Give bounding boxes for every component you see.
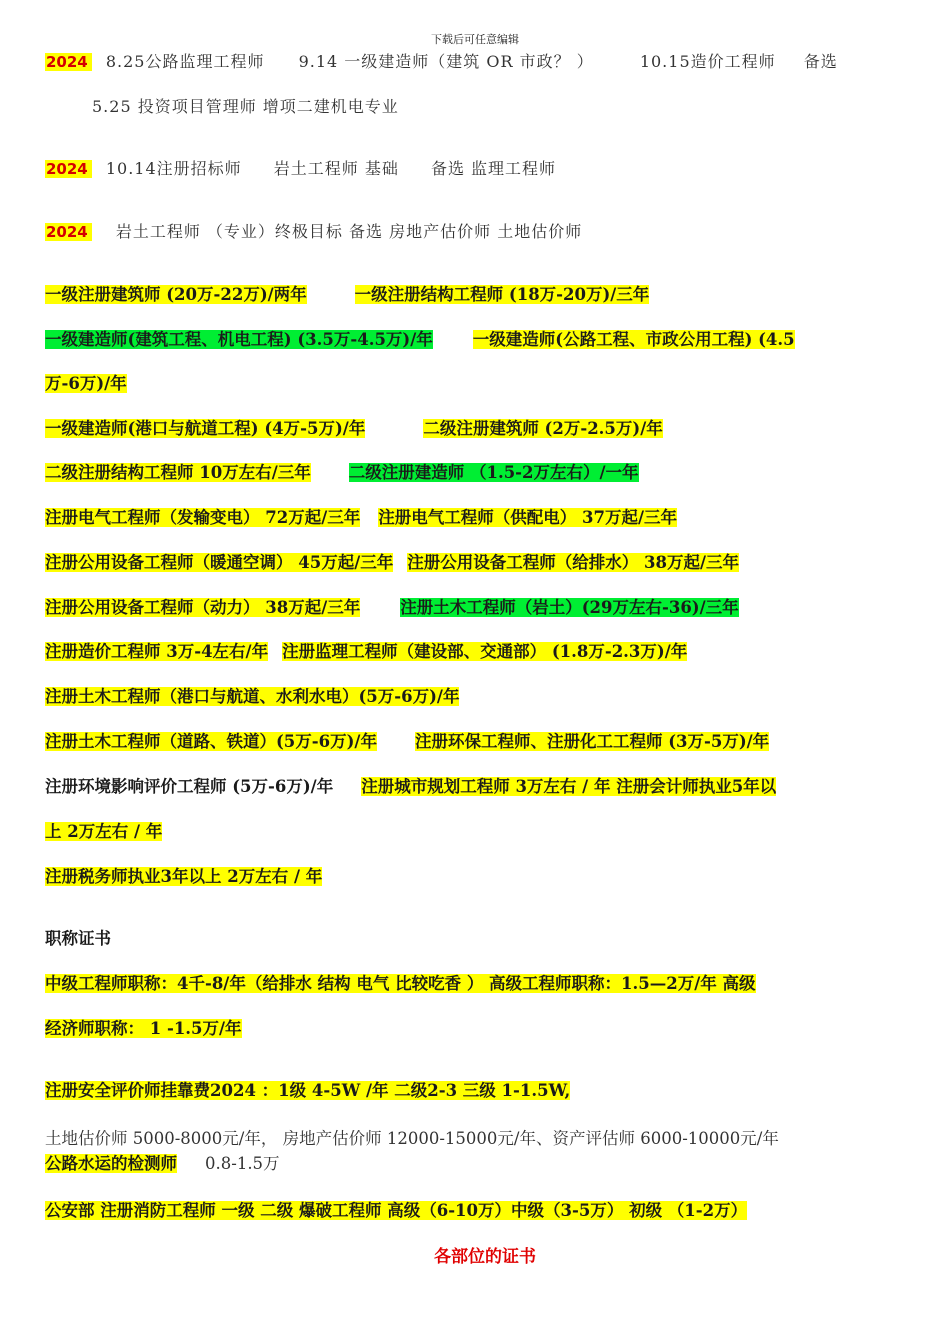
cert-item: 二级注册结构工程师 10万左右/三年 bbox=[45, 463, 311, 482]
cert-line-9 bbox=[45, 686, 459, 708]
safety-item: 注册安全评价师挂靠费2024 ：1级 4-5W /年 二级2-3 三级 1-1.5W, bbox=[45, 1081, 571, 1100]
cert-line-6 bbox=[45, 552, 739, 574]
cert-line-1 bbox=[45, 284, 649, 306]
plan-item: 8.25公路监理工程师 bbox=[105, 52, 265, 71]
valuers-line: 土地估价师 5000-8000元/年， 房地产估价师 12000-15000元/年、资产评估师 6000-10000元/年 bbox=[45, 1129, 779, 1148]
cert-item: 万-6万)/年 bbox=[45, 374, 127, 393]
road-label: 公路水运的检测师 bbox=[45, 1154, 177, 1173]
cert-item: 注册电气工程师（发输变电） 72万起/三年 bbox=[45, 508, 361, 527]
plan-item: 备选 bbox=[803, 52, 838, 71]
cert-item: 注册公用设备工程师（动力） 38万起/三年 bbox=[45, 598, 361, 617]
cert-item: 二级注册建筑师 (2万-2.5万)/年 bbox=[423, 419, 663, 438]
plan-row-1-continuation: 5.25 投资项目管理师 增项二建机电专业 bbox=[92, 97, 399, 116]
plan-year: 2024 bbox=[45, 160, 92, 178]
safety-line bbox=[45, 1080, 570, 1102]
cert-item: 注册土木工程师（岩土）(29万左右-36)/三年 bbox=[400, 598, 739, 617]
plan-row-3 bbox=[45, 221, 582, 243]
title-line-1 bbox=[45, 973, 756, 995]
cert-item: 注册公用设备工程师（暖通空调） 45万起/三年 bbox=[45, 553, 394, 572]
plan-year: 2024 bbox=[45, 53, 92, 71]
cert-line-11-cont bbox=[45, 821, 162, 843]
title-item: 中级工程师职称：4千-8/年（给排水 结构 电气 比较吃香 ） 高级工程师职称：1.5—2万/年 高级 bbox=[45, 974, 756, 993]
plan-item: 岩土工程师 （专业）终极目标 备选 房地产估价师 土地估价师 bbox=[115, 222, 583, 241]
cert-item: 一级注册建筑师 (20万-22万)/两年 bbox=[45, 285, 307, 304]
plan-item: 岩土工程师 基础 bbox=[273, 159, 399, 178]
cert-item: 一级建造师(港口与航道工程) (4万-5万)/年 bbox=[45, 419, 366, 438]
cert-line-10 bbox=[45, 731, 769, 753]
cert-item: 注册环境影响评价工程师 (5万-6万)/年 bbox=[45, 777, 334, 796]
title-item: 经济师职称： 1 -1.5万/年 bbox=[45, 1019, 242, 1038]
cert-item: 一级注册结构工程师 (18万-20万)/三年 bbox=[354, 285, 650, 304]
cert-line-12 bbox=[45, 866, 322, 888]
cert-line-8 bbox=[45, 641, 687, 663]
plan-year: 2024 bbox=[45, 223, 92, 241]
police-line bbox=[45, 1200, 747, 1222]
cert-item: 注册电气工程师（供配电） 37万起/三年 bbox=[378, 508, 677, 527]
cert-item: 一级建造师(建筑工程、机电工程) (3.5万-4.5万)/年 bbox=[45, 330, 433, 349]
section-heading-titles: 职称证书 bbox=[45, 929, 111, 948]
footer-title: 各部位的证书 bbox=[434, 1247, 536, 1267]
cert-line-4 bbox=[45, 462, 639, 484]
plan-item: 10.14注册招标师 bbox=[105, 159, 242, 178]
cert-item: 二级注册建造师 （1.5-2万左右）/一年 bbox=[348, 463, 639, 482]
road-line bbox=[45, 1153, 280, 1175]
cert-item: 注册监理工程师（建设部、交通部） (1.8万-2.3万)/年 bbox=[282, 642, 688, 661]
cert-item: 上 2万左右 / 年 bbox=[45, 822, 163, 841]
cert-line-2-cont bbox=[45, 373, 127, 395]
cert-item: 注册城市规划工程师 3万左右 / 年 注册会计师执业5年以 bbox=[361, 777, 777, 796]
cert-line-7 bbox=[45, 597, 739, 619]
road-value: 0.8-1.5万 bbox=[205, 1154, 280, 1173]
cert-item: 注册造价工程师 3万-4左右/年 bbox=[45, 642, 269, 661]
cert-item: 注册土木工程师（港口与航道、水利水电）(5万-6万)/年 bbox=[45, 687, 460, 706]
header-note: 下载后可任意编辑 bbox=[431, 33, 519, 46]
cert-item: 注册公用设备工程师（给排水） 38万起/三年 bbox=[407, 553, 739, 572]
cert-line-2 bbox=[45, 329, 795, 351]
cert-item: 注册土木工程师（道路、铁道）(5万-6万)/年 bbox=[45, 732, 377, 751]
police-item: 公安部 注册消防工程师 一级 二级 爆破工程师 高级（6-10万）中级（3-5万） 初级 （1-2万） bbox=[45, 1201, 748, 1220]
cert-item: 一级建造师(公路工程、市政公用工程) (4.5 bbox=[472, 330, 795, 349]
plan-row-1 bbox=[45, 51, 838, 73]
plan-item: 9.14 一级建造师（建筑 OR 市政？ ） bbox=[298, 52, 594, 71]
cert-line-5 bbox=[45, 507, 677, 529]
plan-item: 10.15造价工程师 bbox=[639, 52, 776, 71]
title-line-2 bbox=[45, 1018, 242, 1040]
cert-item: 注册环保工程师、注册化工工程师 (3万-5万)/年 bbox=[414, 732, 770, 751]
plan-item: 备选 监理工程师 bbox=[430, 159, 557, 178]
cert-line-3 bbox=[45, 418, 663, 440]
plan-row-2 bbox=[45, 158, 556, 180]
cert-line-11 bbox=[45, 776, 776, 798]
cert-item: 注册税务师执业3年以上 2万左右 / 年 bbox=[45, 867, 323, 886]
